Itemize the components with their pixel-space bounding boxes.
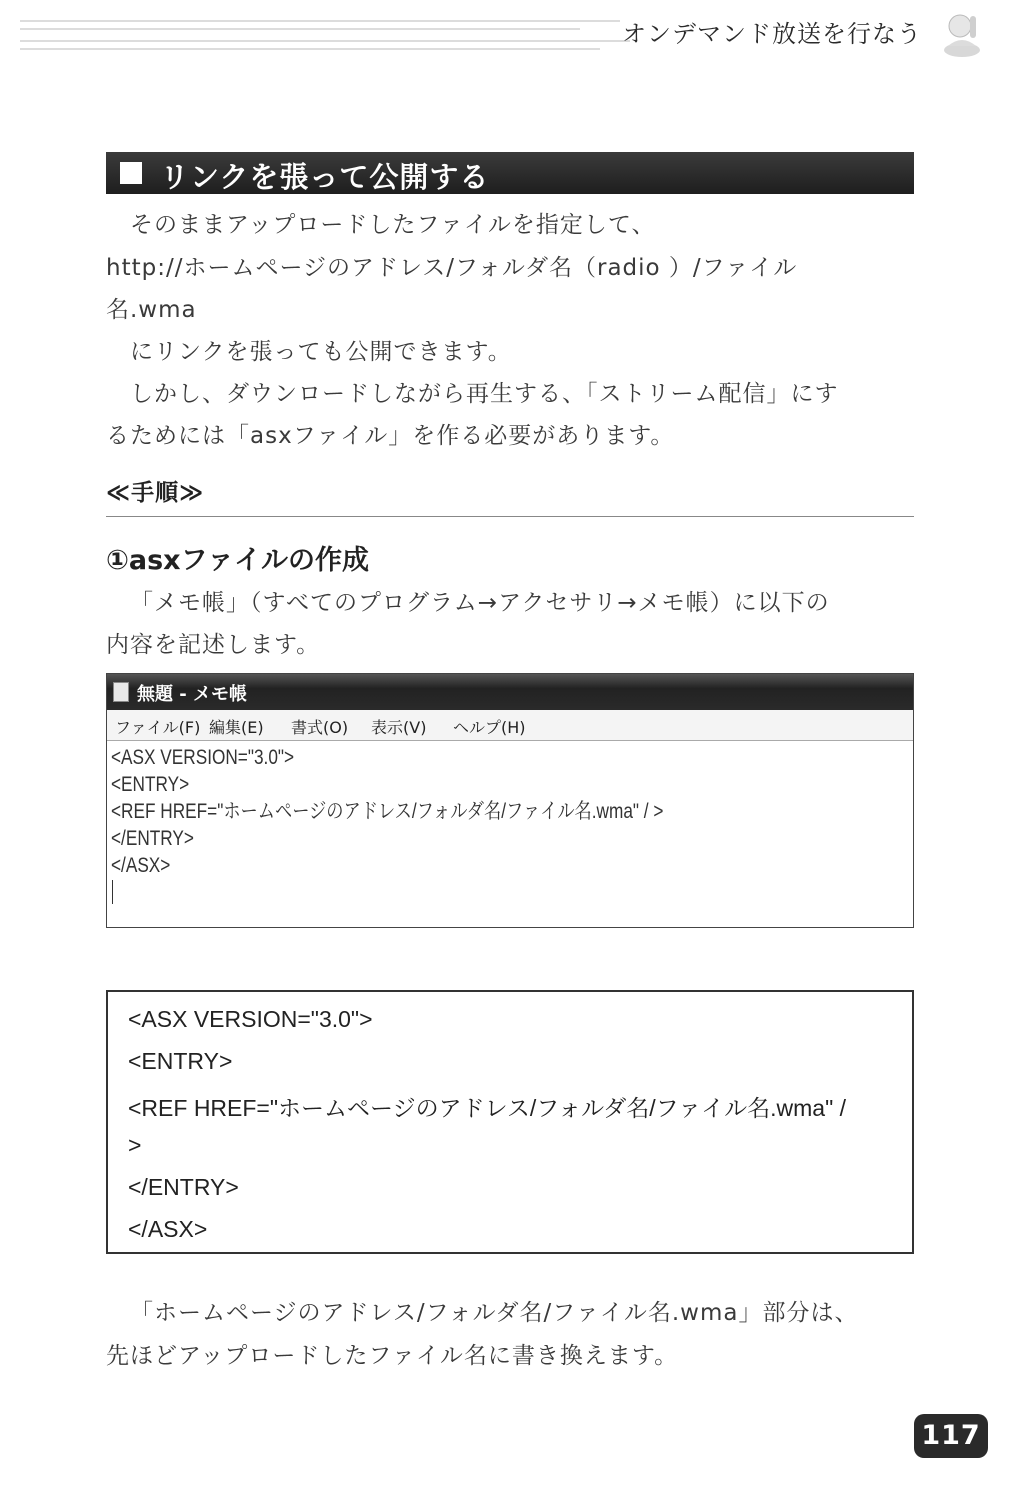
paragraph-line: 名.wma xyxy=(106,297,197,323)
text-caret xyxy=(112,880,113,904)
section-title: リンクを張って公開する xyxy=(160,160,490,194)
paragraph-line: そのままアップロードしたファイルを指定して、 xyxy=(130,212,656,238)
notepad-window xyxy=(106,673,914,928)
page-number: 117 xyxy=(914,1414,988,1458)
notepad-line: <REF HREF="ホームページのアドレス/フォルダ名/ファイル名.wma" / > xyxy=(111,800,664,823)
divider xyxy=(106,516,914,517)
notepad-line: </ENTRY> xyxy=(111,827,194,850)
notepad-line: </ASX> xyxy=(111,854,171,877)
step-description-line: 「メモ帳」（すべてのプログラム→アクセサリ→メモ帳）に以下の xyxy=(130,590,830,616)
notepad-line: <ASX VERSION="3.0"> xyxy=(111,746,295,769)
menu-help[interactable]: ヘルプ(H) xyxy=(453,718,526,737)
code-line: </ASX> xyxy=(128,1216,208,1242)
notepad-text-area[interactable] xyxy=(111,744,785,879)
header-decoration xyxy=(20,18,640,52)
code-line: > xyxy=(128,1132,142,1158)
code-line: <ENTRY> xyxy=(128,1048,233,1074)
notepad-titlebar xyxy=(107,674,913,710)
paragraph-line: るためには「asxファイル」を作る必要があります。 xyxy=(106,423,675,449)
running-header-title: オンデマンド放送を行なう xyxy=(622,20,922,48)
code-line: <ASX VERSION="3.0"> xyxy=(128,1006,373,1032)
step-title: ①asxファイルの作成 xyxy=(106,545,370,576)
square-bullet-icon xyxy=(120,162,142,184)
menu-file[interactable]: ファイル(F) xyxy=(115,718,201,737)
footer-text-line: 先ほどアップロードしたファイル名に書き換えます。 xyxy=(106,1343,679,1369)
step-description-line: 内容を記述します。 xyxy=(106,632,321,658)
notepad-menubar xyxy=(107,710,913,741)
notepad-line: <ENTRY> xyxy=(111,773,190,796)
menu-format[interactable]: 書式(O) xyxy=(291,718,349,737)
menu-edit[interactable]: 編集(E) xyxy=(209,718,264,737)
notepad-icon xyxy=(113,682,129,702)
paragraph-line: しかし、ダウンロードしながら再生する、「ストリーム配信」にす xyxy=(130,381,839,407)
procedure-label: ≪手順≫ xyxy=(106,480,205,506)
code-box xyxy=(106,990,914,1254)
code-line: </ENTRY> xyxy=(128,1174,239,1200)
paragraph-line: にリンクを張っても公開できます。 xyxy=(130,339,512,365)
section-heading-bar xyxy=(106,152,914,194)
footer-text-line: 「ホームページのアドレス/フォルダ名/ファイル名.wma」部分は、 xyxy=(130,1300,859,1326)
menu-view[interactable]: 表示(V) xyxy=(371,718,427,737)
code-line: <REF HREF="ホームページのアドレス/フォルダ名/ファイル名.wma" / xyxy=(128,1095,847,1121)
microphone-person-icon xyxy=(940,6,984,58)
notepad-title: 無題 - メモ帳 xyxy=(137,684,248,705)
paragraph-line: http://ホームページのアドレス/フォルダ名（radio ）/ファイル xyxy=(106,255,798,281)
